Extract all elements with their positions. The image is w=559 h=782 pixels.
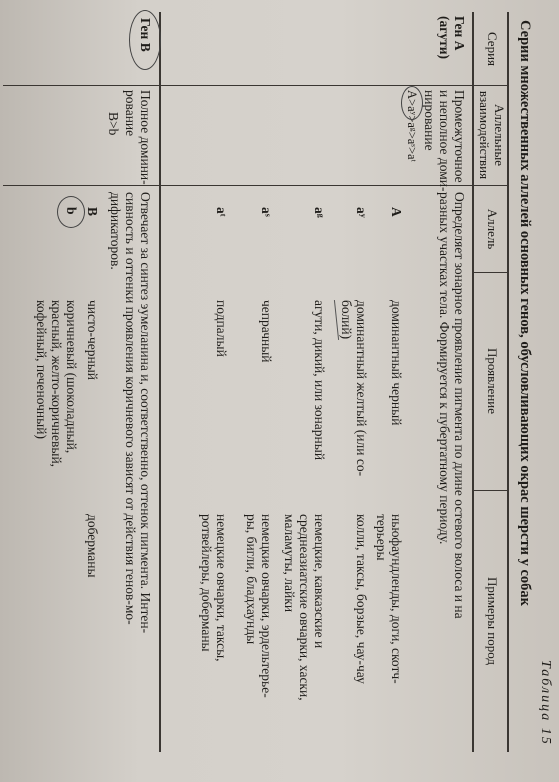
gene-a-description-2: разных участках тела. Формируется к пубертатному периоду. <box>437 192 452 545</box>
gene-a-interaction-1: Промежуточное <box>452 90 467 183</box>
header-bottom-rule <box>472 12 474 752</box>
gene-b-name: Ген В <box>138 18 153 52</box>
header-interactions-1: Аллельные <box>492 103 507 166</box>
gene-b-description-2: сивность и оттенки проявления коричневого зависят от действия генов-мо- <box>123 192 138 625</box>
pen-circle-mark <box>129 10 161 70</box>
gene-b-interaction-2: рование <box>123 90 138 137</box>
top-rule <box>507 12 509 752</box>
header-examples: Примеры пород <box>485 576 500 666</box>
manifestation-ay-1: доминантный желтый (или со- <box>354 300 369 477</box>
manifestation-at: подпалый <box>214 300 229 357</box>
examples-A-2: терьеры <box>374 514 389 561</box>
manifestation-B: чисто-черный <box>85 300 100 381</box>
header-series: Серия <box>485 31 500 67</box>
examples-as-2: ры, бигли, бладхаунды <box>244 514 259 645</box>
examples-as-1: немецкие овчарки, эрдельтерье- <box>259 514 274 698</box>
gene-b-description-3: дификаторов. <box>108 192 123 270</box>
examples-ay-1: колли, таксы, борзые, чау-чау <box>354 514 369 684</box>
gene-a-interaction-2: и неполное доми- <box>437 90 452 192</box>
allele-ay: aʸ <box>354 207 369 218</box>
examples-ag-2: среднеазиатские овчарки, хаски, <box>297 514 312 701</box>
examples-A-1: ньюфаундленды, доги, скотч- <box>389 514 404 684</box>
allele-b: b <box>64 207 79 215</box>
allele-as: aˢ <box>259 207 274 217</box>
gene-a-name-1: Ген А <box>452 16 467 51</box>
manifestation-b-2: красный, желто-коричневый, <box>49 300 64 468</box>
examples-at-1: немецкие овчарки, таксы, <box>214 514 229 662</box>
gene-separator-rule <box>159 12 161 752</box>
allele-B: B <box>85 207 100 217</box>
allele-at: aᵗ <box>214 207 229 217</box>
allele-A: A <box>389 207 404 217</box>
header-interactions-2: взаимодействия <box>477 90 492 180</box>
manifestation-b-3: кофейный, печеночный) <box>34 300 49 439</box>
pen-circle-mark <box>57 196 85 228</box>
gene-a-name-2: (агути) <box>437 16 452 60</box>
examples-at-2: ротвейлеры, доберманы <box>199 514 214 652</box>
gene-b-interaction-1: Полное домини- <box>138 90 153 185</box>
manifestation-as: чепрачный <box>259 300 274 363</box>
manifestation-ay-2: болий) <box>339 300 354 340</box>
table-title: Серии множественных аллелей основных генов, обусловливающих окрас шерсти у собак <box>517 20 533 607</box>
manifestation-ag: агути, дикий, или зонарный <box>312 300 327 461</box>
gene-a-description-1: Определяет зонарное проявление пигмента по длине остевого волоса и на <box>452 192 467 619</box>
header-allele: Аллель <box>485 208 500 250</box>
pen-circle-mark <box>401 86 423 120</box>
allele-ag: aᵍ <box>312 207 327 218</box>
manifestation-b-1: коричневый (шоколадный, <box>64 300 79 454</box>
gene-a-interaction-3: нирование <box>422 90 437 151</box>
examples-ag-1: немецкие, кавказские и <box>312 514 327 649</box>
gene-b-formula: B>b <box>106 112 121 136</box>
gene-a-formula: A>aʸ>aᵍ>aˢ>aᵗ <box>405 90 419 162</box>
examples-B: доберманы <box>85 514 100 578</box>
bleed-through <box>292 260 304 263</box>
table-number: Таблица 15 <box>538 660 553 746</box>
manifestation-A: доминантный черный <box>389 300 404 426</box>
header-manifestation: Проявление <box>485 347 500 415</box>
gene-b-description-1: Отвечает за синтез эумеланина и, соответственно, оттенок пигмента. Интен- <box>138 192 153 634</box>
examples-ag-3: маламуты, лайки <box>282 514 297 613</box>
